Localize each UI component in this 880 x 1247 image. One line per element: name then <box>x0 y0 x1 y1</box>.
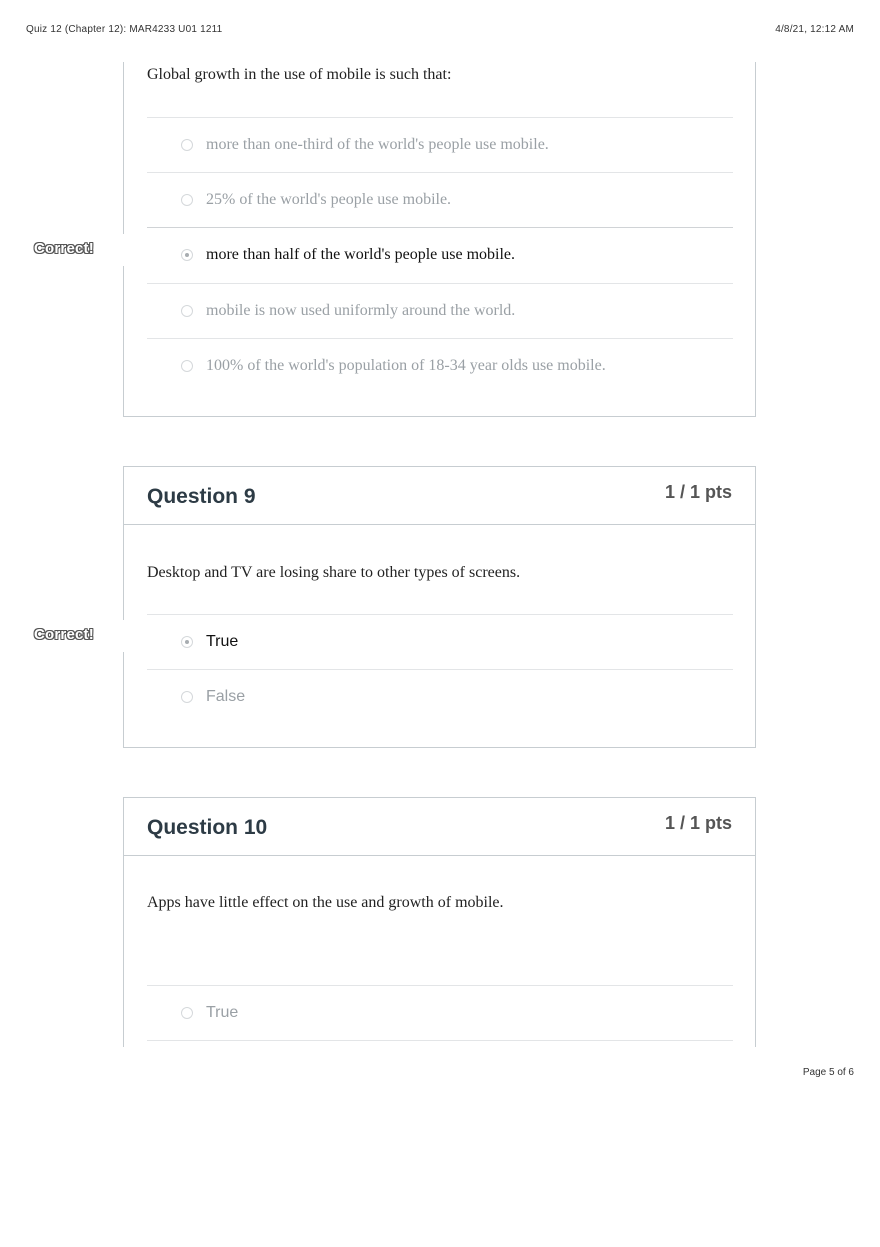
radio-button[interactable] <box>181 139 193 151</box>
answer-option-selected[interactable] <box>147 227 733 282</box>
question-10-text: Apps have little effect on the use and growth of mobile. <box>147 894 504 911</box>
border-gap <box>118 620 128 652</box>
answer-option[interactable] <box>147 669 733 724</box>
radio-button[interactable] <box>181 305 193 317</box>
answer-label: 100% of the world's population of 18-34 year olds use mobile. <box>206 357 606 374</box>
answer-option[interactable] <box>147 172 733 227</box>
radio-button[interactable] <box>181 1007 193 1019</box>
correct-indicator: Correct! <box>34 240 94 257</box>
question-8-text: Global growth in the use of mobile is such that: <box>147 66 452 83</box>
answer-label: mobile is now used uniformly around the world. <box>206 302 516 319</box>
answer-label: False <box>206 688 246 705</box>
answer-label: True <box>206 633 239 650</box>
question-8-card <box>123 62 756 417</box>
answer-label: True <box>206 1004 239 1021</box>
radio-button-selected[interactable] <box>181 636 193 648</box>
question-10-card <box>123 797 756 1047</box>
print-header-title: Quiz 12 (Chapter 12): MAR4233 U01 1211 <box>26 24 223 35</box>
radio-button[interactable] <box>181 360 193 372</box>
correct-indicator: Correct! <box>34 626 94 643</box>
question-10-header <box>124 798 755 856</box>
question-9-title: Question 9 <box>147 485 256 508</box>
question-9-text: Desktop and TV are losing share to other types of screens. <box>147 564 521 581</box>
answer-label: 25% of the world's people use mobile. <box>206 191 452 208</box>
answer-option-selected[interactable] <box>147 614 733 669</box>
question-10-title: Question 10 <box>147 816 268 839</box>
radio-button-selected[interactable] <box>181 249 193 261</box>
print-header-timestamp: 4/8/21, 12:12 AM <box>775 24 854 35</box>
answer-option[interactable] <box>147 283 733 338</box>
question-9-points: 1 / 1 pts <box>664 482 732 502</box>
page-number: Page 5 of 6 <box>802 1067 854 1078</box>
radio-button[interactable] <box>181 691 193 703</box>
question-9-header <box>124 467 755 525</box>
answer-option[interactable] <box>147 985 733 1041</box>
question-9-card <box>123 466 756 748</box>
question-10-points: 1 / 1 pts <box>664 813 732 833</box>
radio-button[interactable] <box>181 194 193 206</box>
answer-option[interactable] <box>147 338 733 393</box>
answer-label: more than half of the world's people use mobile. <box>206 246 516 263</box>
answer-option[interactable] <box>147 117 733 172</box>
answer-label: more than one-third of the world's people use mobile. <box>206 136 549 153</box>
border-gap <box>118 234 128 266</box>
